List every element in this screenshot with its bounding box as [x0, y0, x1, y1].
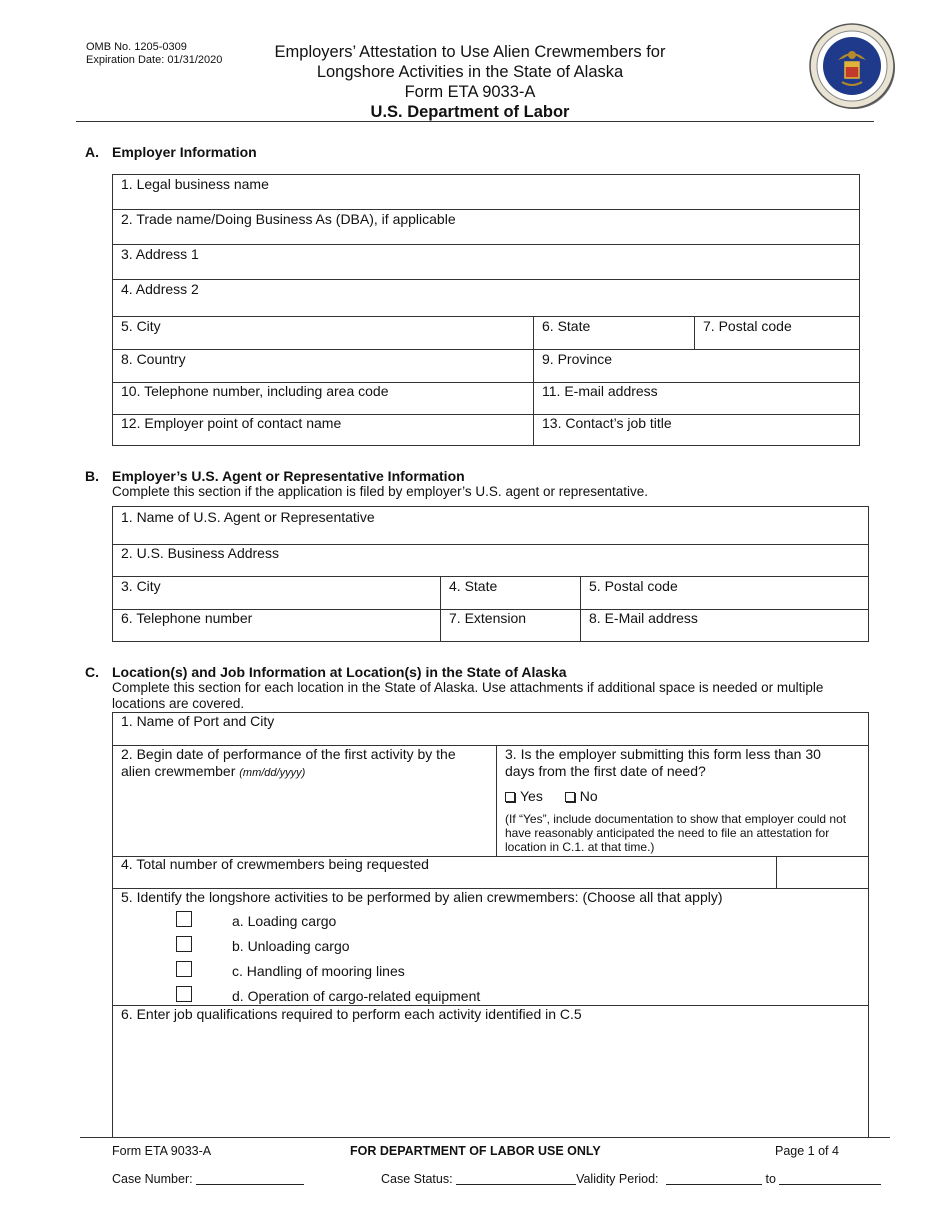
agent-city-field[interactable]: 3. City	[121, 578, 161, 594]
loading-cargo-checkbox[interactable]	[176, 911, 192, 927]
begin-date-field[interactable]	[113, 746, 496, 856]
omb-number: OMB No. 1205-0309	[86, 41, 187, 53]
mooring-lines-checkbox[interactable]	[176, 961, 192, 977]
agent-email-field[interactable]: 8. E-Mail address	[589, 610, 698, 626]
loading-cargo-label: a. Loading cargo	[232, 913, 337, 929]
question-3-line-1: 3. Is the employer submitting this form less than 30	[505, 746, 821, 762]
contact-name-field[interactable]: 12. Employer point of contact name	[121, 415, 342, 431]
mooring-lines-label: c. Handling of mooring lines	[232, 963, 405, 979]
validity-end-blank[interactable]	[779, 1172, 881, 1185]
telephone-field[interactable]: 10. Telephone number, including area code	[121, 383, 389, 399]
unloading-cargo-checkbox[interactable]	[176, 936, 192, 952]
employer-info-table	[112, 174, 860, 446]
department-name: U.S. Department of Labor	[370, 103, 570, 121]
total-crewmembers-input[interactable]	[777, 857, 868, 888]
case-number-row	[112, 1172, 304, 1186]
agent-state-field[interactable]: 4. State	[449, 578, 498, 594]
yes-label: Yes	[520, 788, 543, 804]
header-divider	[76, 121, 874, 122]
agent-info-table	[112, 506, 869, 642]
department-of-labor-seal-icon	[808, 22, 896, 110]
section-c-note: Complete this section for each location in the State of Alaska. Use attachments if additional space is needed or multiple locations are covered.	[112, 680, 824, 711]
begin-date-label-2: alien crewmember	[121, 763, 236, 779]
question-3-line-2: days from the first date of need?	[505, 763, 706, 779]
no-label: No	[579, 788, 598, 804]
yes-checkbox-icon[interactable]	[505, 792, 515, 802]
agent-business-address-field[interactable]: 2. U.S. Business Address	[121, 545, 279, 561]
country-field[interactable]: 8. Country	[121, 351, 186, 367]
postal-code-field[interactable]: 7. Postal code	[703, 318, 792, 334]
cargo-equipment-label: d. Operation of cargo-related equipment	[232, 988, 481, 1004]
legal-business-name-field[interactable]: 1. Legal business name	[121, 176, 269, 192]
location-job-table	[112, 712, 869, 1138]
email-field[interactable]: 11. E-mail address	[542, 383, 658, 399]
agent-telephone-field[interactable]: 6. Telephone number	[121, 610, 253, 626]
validity-period-label: Validity Period:	[576, 1172, 659, 1186]
section-b-letter: B.	[85, 468, 99, 484]
begin-date-label-1: 2. Begin date of performance of the first activity by the	[121, 746, 456, 762]
address-1-field[interactable]: 3. Address 1	[121, 246, 199, 262]
footer-form-name: Form ETA 9033-A	[112, 1144, 212, 1158]
job-qualifications-field[interactable]	[113, 1006, 868, 1138]
port-and-city-field[interactable]: 1. Name of Port and City	[121, 713, 275, 729]
less-than-30-days-question	[497, 746, 868, 856]
case-number-blank[interactable]	[196, 1172, 304, 1185]
unloading-cargo-label: b. Unloading cargo	[232, 938, 350, 954]
yes-option[interactable]	[505, 788, 543, 804]
form-title	[200, 42, 740, 122]
validity-start-blank[interactable]	[666, 1172, 762, 1185]
state-field[interactable]: 6. State	[542, 318, 591, 334]
title-line-2: Longshore Activities in the State of Alaska	[316, 63, 624, 81]
section-a-letter: A.	[85, 144, 99, 160]
activities-question: 5. Identify the longshore activities to be performed by alien crewmembers: (Choose all that apply)	[121, 889, 723, 905]
section-a-title: Employer Information	[112, 144, 257, 160]
agent-name-field[interactable]: 1. Name of U.S. Agent or Representative	[121, 509, 375, 525]
city-field[interactable]: 5. City	[121, 318, 161, 334]
footer-divider	[80, 1137, 890, 1138]
no-option[interactable]	[565, 788, 598, 804]
section-c-letter: C.	[85, 664, 99, 680]
section-b-title: Employer’s U.S. Agent or Representative Information	[112, 468, 465, 484]
date-format-hint: (mm/dd/yyyy)	[239, 767, 306, 779]
no-checkbox-icon[interactable]	[565, 792, 575, 802]
case-status-label: Case Status:	[381, 1172, 453, 1186]
contact-job-title-field[interactable]: 13. Contact’s job title	[542, 415, 672, 431]
section-c-title: Location(s) and Job Information at Location(s) in the State of Alaska	[112, 664, 567, 680]
case-status-blank[interactable]	[456, 1172, 576, 1185]
case-number-label: Case Number:	[112, 1172, 193, 1186]
section-b-note: Complete this section if the application is filed by employer’s U.S. agent or representative.	[112, 484, 649, 499]
case-status-row	[381, 1172, 881, 1186]
title-line-3: Form ETA 9033-A	[404, 83, 536, 101]
province-field[interactable]: 9. Province	[542, 351, 613, 367]
question-3-note: (If “Yes”, include documentation to show that employer could not have reasonably anticipated the need to file an attestation for location in C.1. at that time.)	[505, 812, 847, 854]
title-line-1: Employers’ Attestation to Use Alien Crewmembers for	[274, 43, 666, 61]
address-2-field[interactable]: 4. Address 2	[121, 281, 199, 297]
validity-to-label: to	[765, 1172, 776, 1186]
footer-page-number: Page 1 of 4	[775, 1144, 839, 1158]
trade-name-field[interactable]: 2. Trade name/Doing Business As (DBA), if applicable	[121, 211, 456, 227]
footer-dol-use: FOR DEPARTMENT OF LABOR USE ONLY	[350, 1144, 601, 1158]
agent-extension-field[interactable]: 7. Extension	[449, 610, 527, 626]
total-crewmembers-field[interactable]: 4. Total number of crewmembers being requested	[121, 856, 429, 872]
job-qualifications-label: 6. Enter job qualifications required to perform each activity identified in C.5	[121, 1006, 582, 1022]
cargo-equipment-checkbox[interactable]	[176, 986, 192, 1002]
expiration-date: Expiration Date: 01/31/2020	[86, 54, 223, 66]
agent-postal-code-field[interactable]: 5. Postal code	[589, 578, 678, 594]
